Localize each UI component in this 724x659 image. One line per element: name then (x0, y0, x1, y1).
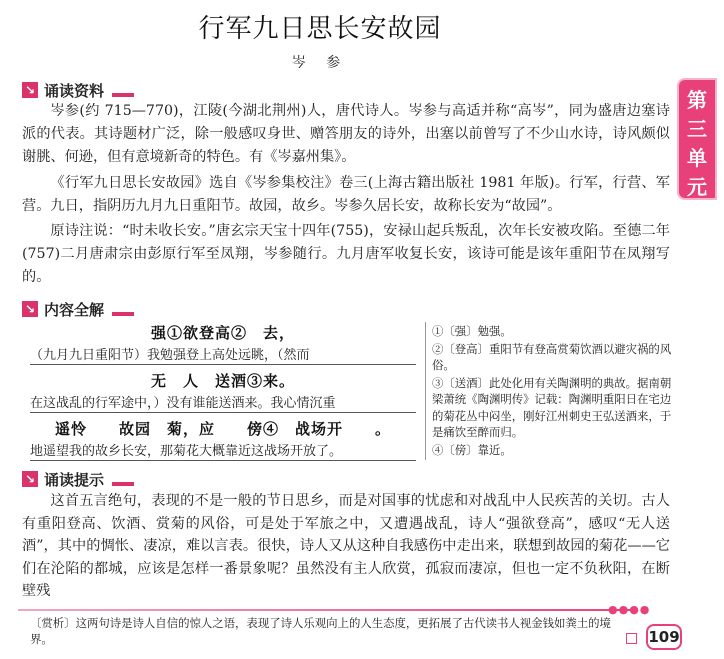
annotation-notes (432, 323, 676, 459)
arrow-icon: ↘ (22, 301, 38, 317)
heading-underline (112, 482, 134, 486)
square-icon (626, 633, 637, 644)
paragraph: 这首五言绝句，表现的不是一般的节日思乡，而是对国事的忧虑和对战乱中人民疾苦的关切。古人有重阳登高、饮酒、赏菊的风俗，可是处于军旅之中，又遭遇战乱，诗人“强欲登高”，感叹“无人送酒”，其中的惆怅、凄凉，难以言表。很快，诗人又从这种自我感伤中走出来，联想到故园的菊花——它们在沦陷的都城，应该是怎样一番景象呢？虽然没有主人欣赏，孤寂而凄凉，但也一定不负秋阳，在断壁残 (22, 493, 670, 599)
arrow-icon: ↘ (22, 82, 38, 98)
unit-tab-char: 三 (687, 117, 707, 141)
note-item: ④〔傍〕靠近。 (432, 442, 512, 457)
section-heading-reading-material (22, 80, 134, 100)
section-heading-reading-tips (22, 469, 134, 489)
note-item: ③〔送酒〕此处化用有关陶渊明的典故。据南朝梁萧统《陶渊明传》记载：陶渊明重阳日在宅边的菊花丛中闷坐，刚好江州刺史王弘送酒来，于是痛饮至醉而归。 (432, 375, 672, 439)
unit-tab-char: 第 (687, 88, 707, 112)
appreciation-note: 〔赏析〕这两句诗是诗人自信的惊人之语，表现了诗人乐观向上的人生态度，更拓展了古代读书人视金钱如粪土的境界。 (30, 616, 611, 646)
poem-block (30, 322, 416, 458)
unit-tab-char: 单 (687, 146, 707, 170)
poem-line: 无 人 送酒③来。 (150, 372, 295, 390)
paragraph: 原诗注说：“时未收长安。”唐玄宗天宝十四年(755)，安禄山起兵叛乱，次年长安被攻陷。至德二年(757)二月唐肃宗由彭原行军至凤翔，岑参随行。九月唐军收复长安，该诗可能是该年重阳节在凤翔写的。 (22, 223, 670, 285)
section-heading-label: 诵读资料 (44, 81, 105, 100)
author-name: 岑 参 (291, 55, 349, 71)
section-heading-label: 诵读提示 (44, 470, 105, 489)
arrow-icon: ↘ (22, 471, 38, 487)
note-item: ①〔强〕勉强。 (432, 324, 512, 338)
page-number: 109 (646, 624, 682, 650)
poem-line: 遥怜 故园 菊，应 傍④ 战场开 。 (54, 420, 391, 438)
translation-line: 地遥望我的故乡长安，那菊花大概靠近这战场开放了。 (30, 440, 416, 461)
heading-underline (112, 312, 134, 316)
poem-title: 行军九日思长安故园 (198, 14, 442, 44)
paragraph: 《行军九日思长安故园》选自《岑参集校注》卷三(上海古籍出版社 1981 年版)。行军，行营、军营。九日，指阴历九月九日重阳节。故园，故乡。岑参久居长安，故称长安为“故园”。 (22, 175, 670, 214)
unit-tab (677, 78, 717, 200)
column-divider (425, 322, 426, 460)
poem-line: 强①欲登高② 去， (150, 324, 295, 342)
section-heading-content-analysis (22, 299, 134, 319)
section-heading-label: 内容全解 (44, 300, 105, 319)
paragraph: 岑参(约 715—770)，江陵(今湖北荆州)人，唐代诗人。岑参与高适并称“高岑”，同为盛唐边塞诗派的代表。其诗题材广泛，除一般感叹身世、赠答朋友的诗外，出塞以前曾写了不少山水诗，诗风颇似谢朓、何逊，但有意境新奇的特色。有《岑嘉州集》。 (22, 103, 670, 165)
decorative-dots: ●●●● (608, 603, 651, 616)
translation-line: （九月九日重阳节）我勉强登上高处远眺，（然而 (30, 344, 416, 365)
unit-tab-char: 元 (687, 175, 707, 199)
translation-line: 在这战乱的行军途中，）没有谁能送酒来。我心情沉重 (30, 392, 416, 413)
heading-underline (112, 93, 134, 97)
note-item: ②〔登高〕重阳节有登高赏菊饮酒以避灾祸的风俗。 (432, 341, 672, 372)
footer-rule (18, 609, 638, 611)
